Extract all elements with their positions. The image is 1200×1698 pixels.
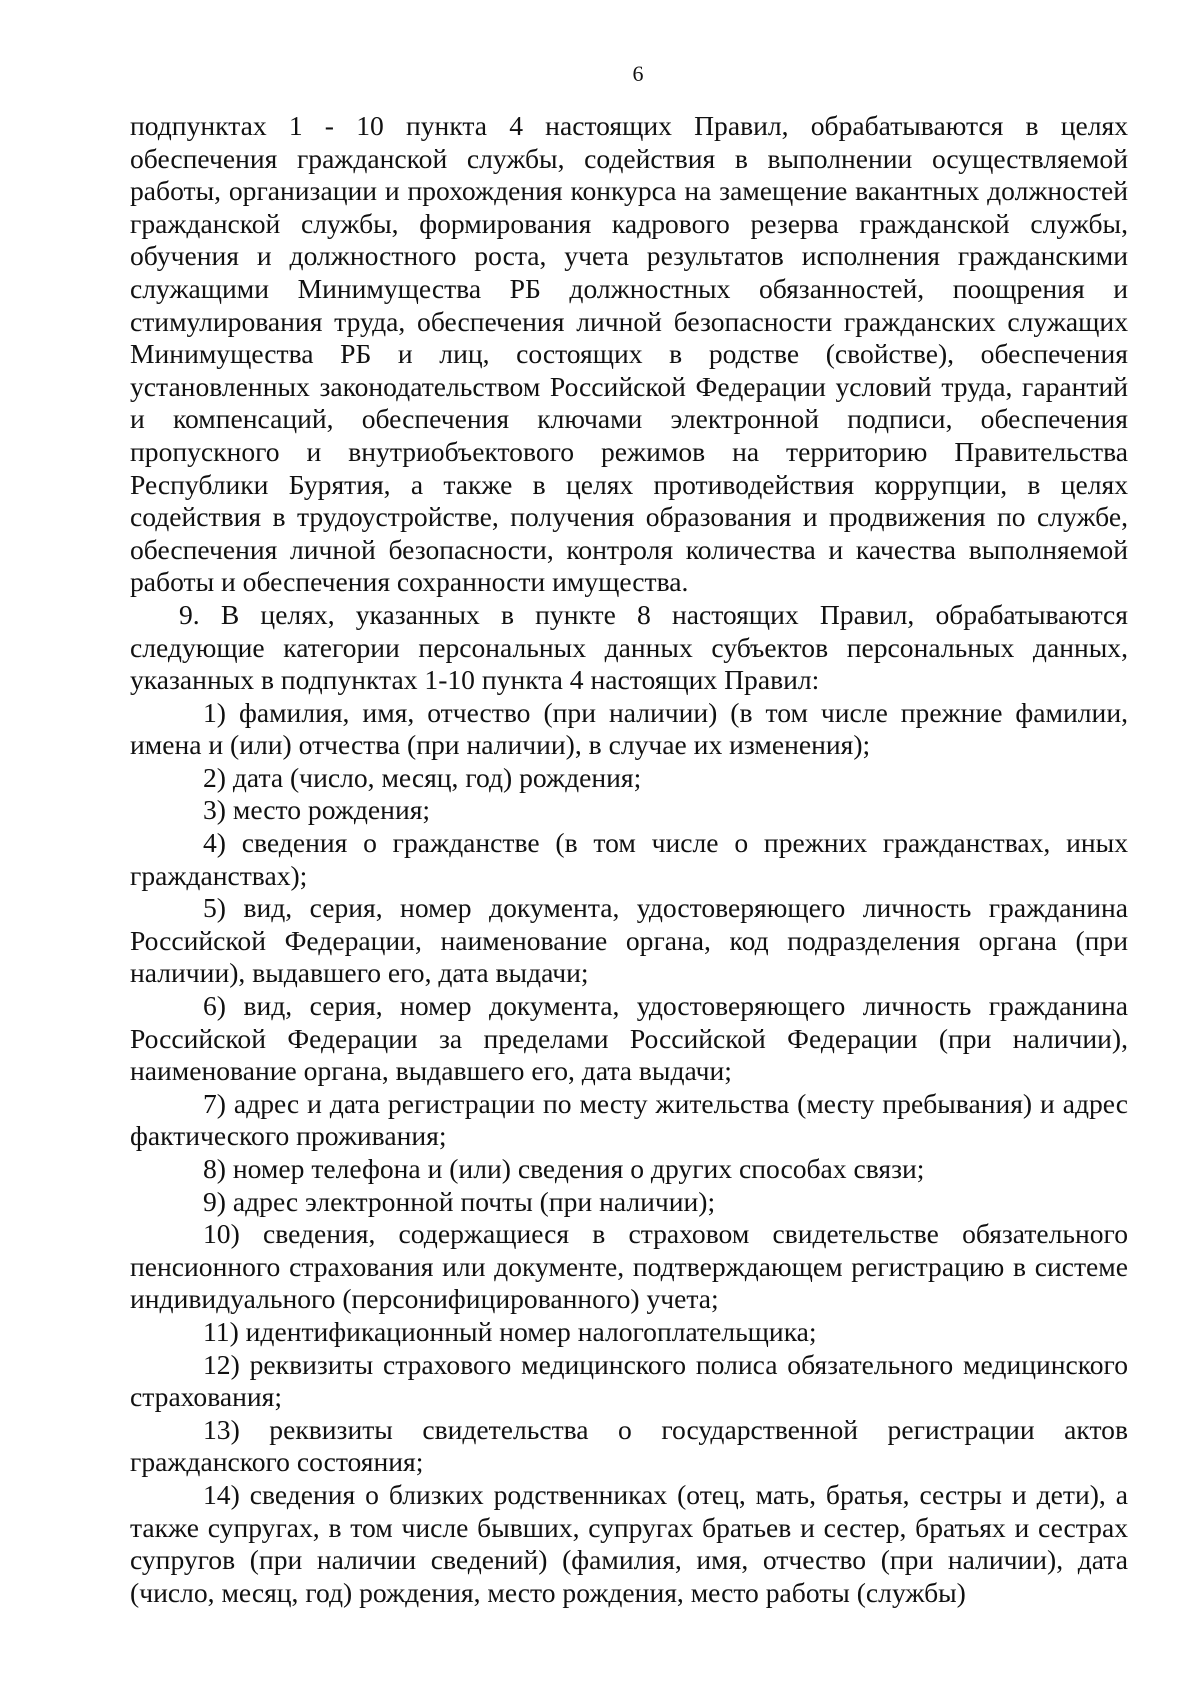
page-number: 6 (632, 61, 644, 86)
list-item-4: 4) сведения о гражданстве (в том числе о прежних гражданствах, иных гражданствах); (130, 827, 1128, 891)
list-item-10: 10) сведения, содержащиеся в страховом свидетельстве обязательного пенсионного страхования или документе, подтверждающем регистрацию в системе индивидуального (персонифицированного) учета; (130, 1218, 1128, 1315)
paragraph-clause-9: 9. В целях, указанных в пункте 8 настоящих Правил, обрабатываются следующие категории персональных данных субъектов персональных данных, указанных в подпунктах 1-10 пункта 4 настоящих Правил: (130, 598, 1128, 696)
list-item-3: 3) место рождения; (203, 794, 431, 826)
list-item-9: 9) адрес электронной почты (при наличии); (203, 1185, 716, 1217)
list-item-13: 13) реквизиты свидетельства о государственной регистрации актов гражданского состояния; (130, 1413, 1128, 1478)
list-item-6: 6) вид, серия, номер документа, удостоверяющего личность гражданина Российской Федерации за пределами Российской Федерации (при наличии), наименование органа, выдавшего его, дата выдачи; (130, 990, 1128, 1087)
list-item-7: 7) адрес и дата регистрации по месту жительства (месту пребывания) и адрес фактического проживания; (130, 1087, 1128, 1152)
list-item-1: 1) фамилия, имя, отчество (при наличии) (в том числе прежние фамилии, имена и (или) отчества (при наличии), в случае их изменения); (130, 696, 1128, 761)
document-body (130, 110, 1128, 1609)
list-item-14: 14) сведения о близких родственниках (отец, мать, братья, сестры и дети), а также супругах, в том числе бывших, супругах братьев и сестер, братьях и сестрах супругов (при наличии сведений) (фамилия, имя, отчество (при наличии), дата (число, месяц, год) рождения, место рождения, место работы (службы) (130, 1478, 1128, 1608)
list-item-2: 2) дата (число, месяц, год) рождения; (203, 761, 642, 793)
list-item-11: 11) идентификационный номер налогоплательщика; (203, 1315, 817, 1347)
list-item-5: 5) вид, серия, номер документа, удостоверяющего личность гражданина Российской Федерации, наименование органа, код подразделения органа (при наличии), выдавшего его, дата выдачи; (130, 892, 1128, 989)
list-item-12: 12) реквизиты страхового медицинского полиса обязательного медицинского страхования; (130, 1348, 1128, 1413)
paragraph-continuation: подпунктах 1 - 10 пункта 4 настоящих Правил, обрабатываются в целях обеспечения гражданской службы, содействия в выполнении осуществляемой работы, организации и прохождения конкурса на замещение вакантных должностей гражданской службы, формирования кадрового резерва гражданской службы, обучения и должностного роста, учета результатов исполнения гражданскими служащими Минимущества РБ должностных обязанностей, поощрения и стимулирования труда, обеспечения личной безопасности гражданских служащих Минимущества РБ и лиц, состоящих в родстве (свойстве), обеспечения установленных законодательством Российской Федерации условий труда, гарантий и компенсаций, обеспечения ключами электронной подписи, обеспечения пропускного и внутриобъектового режимов на территорию Правительства Республики Бурятия, а также в целях противодействия коррупции, в целях содействия в трудоустройстве, получения образования и продвижения по службе, обеспечения личной безопасности, контроля количества и качества выполняемой работы и обеспечения сохранности имущества. (130, 110, 1128, 598)
list-item-8: 8) номер телефона и (или) сведения о других способах связи; (203, 1153, 925, 1184)
